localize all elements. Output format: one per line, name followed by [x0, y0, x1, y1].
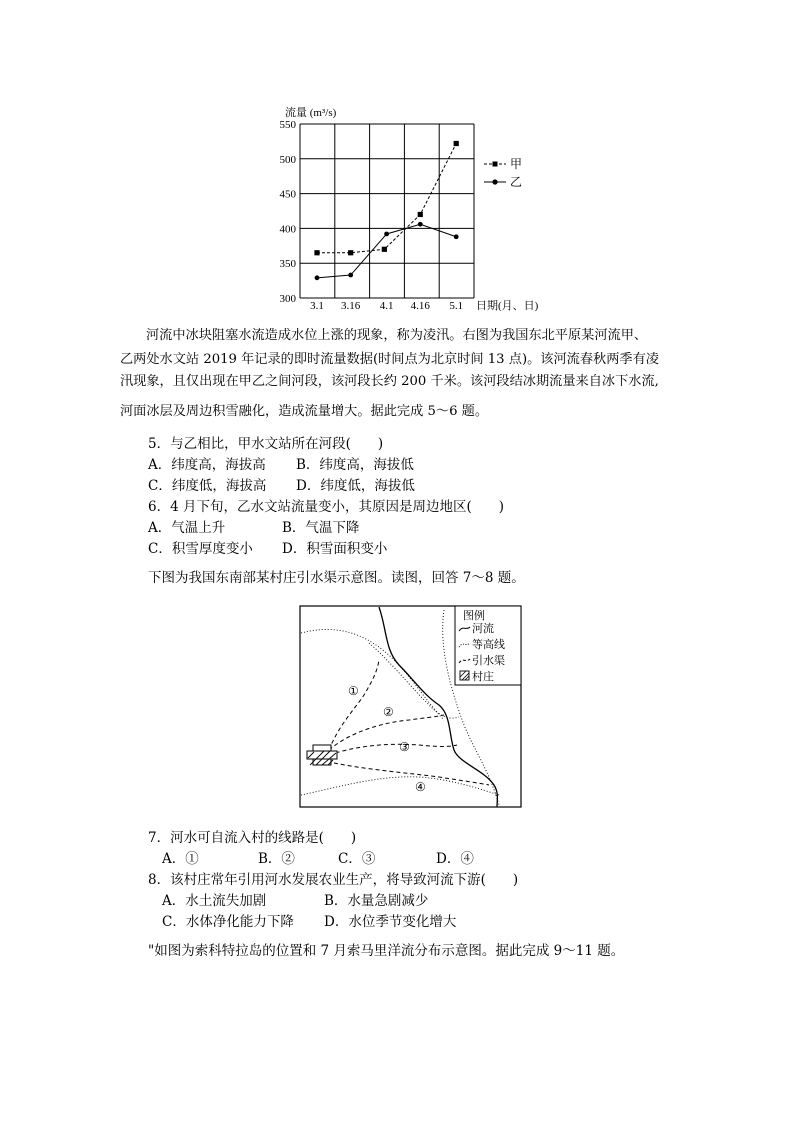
intro1-line3: 汛现象，且仅出现在甲乙之间河段，该河段长约 200 千米。该河段结冰期流量来自冰下水流, — [120, 374, 659, 389]
q8-option-a[interactable]: A．水土流失加剧 — [162, 893, 267, 909]
q8-option-b[interactable]: B．水量急剧减少 — [324, 893, 429, 909]
legend-village-icon — [460, 671, 469, 680]
data-point-yi — [454, 234, 459, 239]
x-tick-label: 3.1 — [310, 300, 324, 312]
y-tick-label: 450 — [279, 188, 296, 201]
data-point-jia — [314, 250, 319, 255]
chart-grid — [300, 124, 474, 298]
q5-stem: 5．与乙相比，甲水文站所在河段( ) — [148, 436, 384, 452]
q6-option-c[interactable]: C．积雪厚度变小 — [148, 541, 253, 557]
intro1-line4: 河面冰层及周边积雪融化，造成流量增大。据此完成 5～6 题。 — [120, 404, 489, 419]
legend-label-jia: 甲 — [510, 157, 523, 171]
q7-option-b[interactable]: B．② — [258, 851, 295, 867]
legend-label-yi: 乙 — [510, 175, 523, 189]
data-point-jia — [348, 250, 353, 255]
data-point-yi — [384, 232, 389, 237]
intro1-line1: 河流中冰块阻塞水流造成水位上涨的现象，称为凌汛。右图为我国东北平原某河流甲、 — [146, 328, 648, 343]
x-axis-label: 日期(月、日) — [476, 300, 539, 312]
route-label-2: ② — [383, 705, 394, 719]
intro3: "如图为索科特拉岛的位置和 7 月索马里洋流分布示意图。据此完成 9～11 题。 — [148, 943, 625, 959]
q7-option-c[interactable]: C．③ — [338, 851, 376, 867]
data-point-yi — [348, 273, 353, 278]
q7-option-a[interactable]: A．① — [162, 851, 199, 867]
series-line-jia — [317, 143, 456, 252]
data-point-jia — [454, 141, 459, 146]
q5-option-a[interactable]: A．纬度高，海拔高 — [148, 457, 266, 473]
q8-option-d[interactable]: D．水位季节变化增大 — [324, 914, 457, 930]
y-tick-label: 550 — [279, 119, 296, 131]
data-point-jia — [418, 212, 423, 217]
legend-title: 图例 — [463, 610, 485, 622]
y-tick-label: 300 — [279, 293, 296, 305]
q5-option-c[interactable]: C．纬度低，海拔高 — [148, 478, 267, 494]
q6-option-d[interactable]: D．积雪面积变小 — [282, 541, 388, 557]
q7-stem: 7．河水可自流入村的线路是( ) — [148, 830, 357, 846]
flow-chart — [270, 96, 560, 318]
legend-river-label: 河流 — [472, 623, 494, 635]
q6-stem: 6．4 月下旬，乙水文站流量变小，其原因是周边地区( ) — [148, 499, 505, 515]
route-label-3: ③ — [399, 740, 410, 754]
route-label-4: ④ — [415, 780, 426, 794]
legend-canal-label: 引水渠 — [472, 655, 505, 667]
map-legend — [455, 606, 521, 685]
q8-stem: 8．该村庄常年引用河水发展农业生产，将导致河流下游( ) — [148, 872, 519, 888]
data-point-jia — [382, 247, 387, 252]
y-tick-label: 500 — [279, 153, 296, 166]
legend-marker-jia — [493, 162, 498, 167]
x-tick-label: 4.1 — [379, 300, 394, 312]
q5-option-d[interactable]: D．纬度低，海拔低 — [296, 478, 415, 494]
y-axis-label: 流量 (m³/s) — [285, 107, 337, 119]
chart-legend — [484, 157, 522, 189]
q6-option-b[interactable]: B．气温下降 — [282, 520, 360, 536]
x-tick-label: 3.16 — [341, 300, 361, 312]
canal-map — [299, 605, 523, 809]
q8-option-c[interactable]: C．水体净化能力下降 — [162, 914, 294, 930]
legend-marker-yi — [492, 179, 497, 184]
legend-village-label: 村庄 — [472, 671, 494, 683]
data-point-yi — [315, 275, 320, 280]
q5-option-b[interactable]: B．纬度高，海拔低 — [296, 457, 414, 473]
y-tick-labels — [280, 119, 297, 305]
intro1-line2: 乙两处水文站 2019 年记录的即时流量数据(时间点为北京时间 13 点)。该河流春秋两季有凌 — [120, 352, 659, 367]
q6-option-a[interactable]: A．气温上升 — [148, 520, 226, 536]
chart-series — [314, 141, 458, 280]
y-tick-label: 350 — [279, 258, 296, 271]
intro2: 下图为我国东南部某村庄引水渠示意图。读图，回答 7～8 题。 — [148, 570, 525, 586]
x-tick-label: 4.16 — [410, 300, 430, 312]
q7-option-d[interactable]: D．④ — [436, 851, 474, 867]
data-point-yi — [418, 222, 423, 227]
x-tick-labels — [310, 300, 463, 312]
legend-contour-label: 等高线 — [472, 639, 505, 651]
y-tick-label: 400 — [279, 223, 296, 236]
route-label-1: ① — [348, 684, 359, 698]
x-tick-label: 5.1 — [449, 300, 464, 312]
